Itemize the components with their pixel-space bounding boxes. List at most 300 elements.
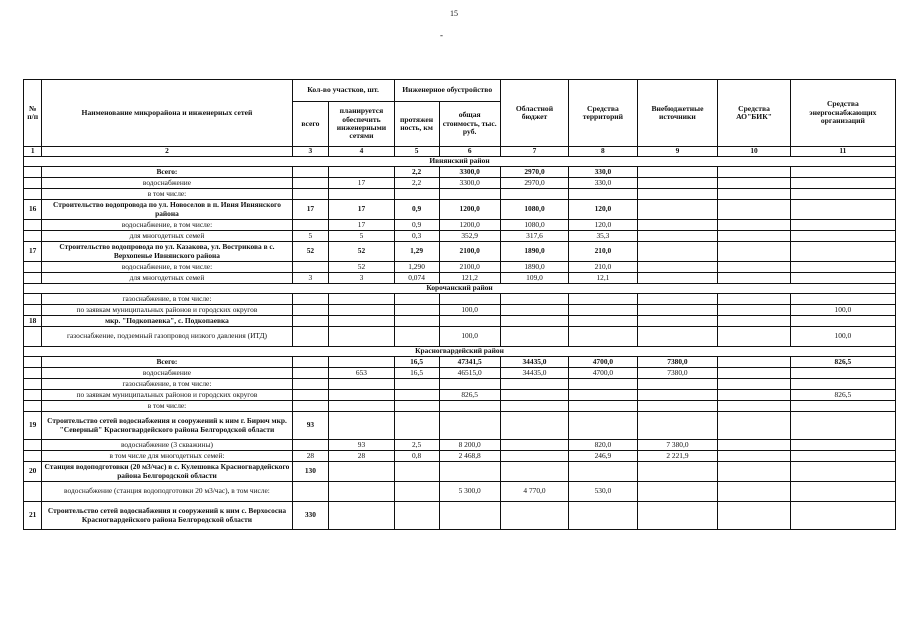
page-mark: - [440, 30, 443, 40]
table-row [24, 305, 896, 316]
row-name: газоснабжение, подземный газопровод низкого давления (ИТД) [42, 327, 292, 347]
table-cell: 130 [292, 462, 329, 482]
table-cell [500, 390, 568, 401]
row-name: Строительство сетей водоснабжения и сооружений к ним с. Верхососна Красногвардейского района Белгородской области [42, 502, 292, 530]
table-cell [329, 462, 394, 482]
row-number [24, 379, 42, 390]
table-cell [329, 502, 394, 530]
table-cell: 317,6 [500, 231, 568, 242]
row-name: водоснабжение (станция водоподготовки 20 м3/час), в том числе: [42, 482, 292, 502]
table-cell [637, 462, 718, 482]
row-number [24, 273, 42, 284]
table-cell: 0,9 [394, 200, 439, 220]
table-cell: 17 [292, 200, 329, 220]
table-row [24, 200, 896, 220]
table-cell: 826,5 [790, 357, 895, 368]
table-cell [718, 327, 790, 347]
table-cell [292, 305, 329, 316]
table-row [24, 462, 896, 482]
table-cell [790, 189, 895, 200]
table-cell [569, 189, 637, 200]
table-cell [718, 401, 790, 412]
table-cell [394, 482, 439, 502]
table-cell: 1080,0 [500, 200, 568, 220]
table-cell [329, 379, 394, 390]
table-cell [394, 305, 439, 316]
row-name: Строительство водопровода по ул. Новоселов в п. Ивня Ивнянского района [42, 200, 292, 220]
table-cell [329, 390, 394, 401]
table-cell [790, 231, 895, 242]
table-row [24, 357, 896, 368]
table-cell: 4700,0 [569, 368, 637, 379]
table-cell [439, 412, 500, 440]
table-cell [790, 273, 895, 284]
table-cell [790, 294, 895, 305]
table-cell [637, 242, 718, 262]
row-name: газоснабжение, в том числе: [42, 379, 292, 390]
table-cell [329, 327, 394, 347]
row-name: в том числе для многодетных семей: [42, 451, 292, 462]
table-cell [500, 294, 568, 305]
row-name: Строительство водопровода по ул. Казакова, ул. Вострикова в с. Верхопенье Ивнянского района [42, 242, 292, 262]
table-cell: 1200,0 [439, 200, 500, 220]
table-cell [292, 316, 329, 327]
table-cell [790, 502, 895, 530]
table-cell [329, 357, 394, 368]
table-cell: 16,5 [394, 357, 439, 368]
row-name: водоснабжение (3 скважины) [42, 440, 292, 451]
table-cell: 34435,0 [500, 357, 568, 368]
table-cell: 352,9 [439, 231, 500, 242]
table-cell [569, 379, 637, 390]
table-cell: 121,2 [439, 273, 500, 284]
table-cell [637, 482, 718, 502]
table-cell: 100,0 [439, 305, 500, 316]
table-cell [292, 390, 329, 401]
row-name: в том числе: [42, 189, 292, 200]
table-cell [292, 379, 329, 390]
table-cell [718, 502, 790, 530]
table-cell [790, 368, 895, 379]
row-name: в том числе: [42, 401, 292, 412]
table-row [24, 440, 896, 451]
row-name: водоснабжение, в том числе: [42, 262, 292, 273]
table-cell [292, 482, 329, 502]
table-cell [569, 412, 637, 440]
table-cell [569, 390, 637, 401]
table-cell [569, 294, 637, 305]
table-cell [500, 379, 568, 390]
row-number [24, 440, 42, 451]
header-name: Наименование микрорайона и инженерных сетей [42, 80, 292, 147]
table-cell [439, 462, 500, 482]
table-cell: 826,5 [439, 390, 500, 401]
investment-table [23, 79, 896, 530]
table-cell [569, 305, 637, 316]
table-cell [790, 482, 895, 502]
row-number [24, 262, 42, 273]
table-cell: 2100,0 [439, 262, 500, 273]
header-regional-budget: Областной бюджет [500, 80, 568, 147]
table-cell [394, 294, 439, 305]
region-name: Ивнянский район [24, 157, 896, 167]
header-eng-group: Инженерное обустройство [394, 80, 500, 102]
table-cell [790, 220, 895, 231]
table-cell [329, 482, 394, 502]
table-cell [790, 451, 895, 462]
table-cell [439, 379, 500, 390]
table-cell [790, 178, 895, 189]
table-cell [718, 390, 790, 401]
table-cell [394, 502, 439, 530]
row-number [24, 294, 42, 305]
table-cell [500, 502, 568, 530]
table-cell [637, 379, 718, 390]
table-cell [439, 294, 500, 305]
column-number: 1 [24, 147, 42, 157]
table-cell [329, 316, 394, 327]
table-cell [292, 178, 329, 189]
table-cell [394, 401, 439, 412]
table-cell [637, 231, 718, 242]
column-number: 5 [394, 147, 439, 157]
table-cell: 93 [292, 412, 329, 440]
table-cell [637, 178, 718, 189]
table-cell [394, 316, 439, 327]
row-name: газоснабжение, в том числе: [42, 294, 292, 305]
table-cell: 100,0 [790, 305, 895, 316]
table-cell [718, 368, 790, 379]
table-cell [439, 401, 500, 412]
table-cell: 4700,0 [569, 357, 637, 368]
row-number: 16 [24, 200, 42, 220]
header-territories: Средства территорий [569, 80, 637, 147]
table-cell: 246,9 [569, 451, 637, 462]
row-name: для многодетных семей [42, 231, 292, 242]
row-number: 19 [24, 412, 42, 440]
table-cell [292, 327, 329, 347]
header-cost: общая стоимость, тыс. руб. [439, 102, 500, 147]
row-name: по заявкам муниципальных районов и городских округов [42, 390, 292, 401]
table-cell [790, 412, 895, 440]
table-row [24, 273, 896, 284]
table-cell [718, 178, 790, 189]
table-cell [718, 462, 790, 482]
table-cell [790, 379, 895, 390]
table-cell: 1200,0 [439, 220, 500, 231]
table-cell [718, 294, 790, 305]
row-name: мкр. "Подкопаевка", с. Подкопаевка [42, 316, 292, 327]
column-number: 8 [569, 147, 637, 157]
table-cell: 12,1 [569, 273, 637, 284]
table-row [24, 379, 896, 390]
table-cell [569, 327, 637, 347]
table-cell [637, 189, 718, 200]
table-row [24, 220, 896, 231]
table-cell [718, 412, 790, 440]
table-row [24, 294, 896, 305]
table-cell [718, 379, 790, 390]
row-name: водоснабжение [42, 178, 292, 189]
table-cell [394, 412, 439, 440]
table-cell [500, 189, 568, 200]
table-cell [569, 401, 637, 412]
table-cell: 330,0 [569, 178, 637, 189]
table-cell: 0,074 [394, 273, 439, 284]
table-cell: 52 [329, 242, 394, 262]
table-cell [718, 242, 790, 262]
column-number: 3 [292, 147, 329, 157]
table-cell: 3300,0 [439, 178, 500, 189]
table-row [24, 231, 896, 242]
table-row [24, 502, 896, 530]
table-cell [718, 262, 790, 273]
row-number: 21 [24, 502, 42, 530]
table-cell [718, 316, 790, 327]
table-cell: 8 200,0 [439, 440, 500, 451]
table-cell [500, 316, 568, 327]
table-cell [500, 462, 568, 482]
table-cell: 7380,0 [637, 357, 718, 368]
table-cell [500, 327, 568, 347]
table-cell: 210,0 [569, 242, 637, 262]
table-cell: 1,290 [394, 262, 439, 273]
table-cell [500, 401, 568, 412]
row-number [24, 189, 42, 200]
table-cell: 330,0 [569, 167, 637, 178]
table-cell: 100,0 [439, 327, 500, 347]
table-cell [394, 379, 439, 390]
column-number: 6 [439, 147, 500, 157]
table-cell [394, 189, 439, 200]
table-cell [329, 167, 394, 178]
table-cell: 3300,0 [439, 167, 500, 178]
table-cell: 4 770,0 [500, 482, 568, 502]
table-cell [292, 440, 329, 451]
table-cell: 1,29 [394, 242, 439, 262]
table-cell [292, 189, 329, 200]
region-header-row [24, 284, 896, 294]
table-cell [569, 502, 637, 530]
table-cell: 5 [329, 231, 394, 242]
table-cell [790, 167, 895, 178]
table-cell [569, 316, 637, 327]
table-cell: 100,0 [790, 327, 895, 347]
table-row [24, 451, 896, 462]
table-cell: 46515,0 [439, 368, 500, 379]
table-cell [637, 167, 718, 178]
table-cell: 826,5 [790, 390, 895, 401]
table-cell [790, 440, 895, 451]
table-cell [637, 220, 718, 231]
table-cell [718, 273, 790, 284]
table-cell: 7 380,0 [637, 440, 718, 451]
row-name: Станция водоподготовки (20 м3/час) в с. Кулешовка Красногвардейского района Белгородской области [42, 462, 292, 482]
table-row [24, 482, 896, 502]
region-header-row [24, 347, 896, 357]
table-cell: 2,5 [394, 440, 439, 451]
table-cell: 120,0 [569, 200, 637, 220]
row-name: водоснабжение [42, 368, 292, 379]
table-cell: 35,3 [569, 231, 637, 242]
table-cell [500, 412, 568, 440]
table-row [24, 189, 896, 200]
row-name: Строительство сетей водоснабжения и сооружений к ним г. Бирюч мкр. "Северный" Красногвардейского района Белгородской области [42, 412, 292, 440]
table-cell: 7380,0 [637, 368, 718, 379]
table-cell [637, 316, 718, 327]
table-cell: 1890,0 [500, 262, 568, 273]
row-number [24, 357, 42, 368]
table-cell: 2 221,9 [637, 451, 718, 462]
table-cell [718, 220, 790, 231]
table-row [24, 390, 896, 401]
table-cell: 109,0 [500, 273, 568, 284]
column-number: 4 [329, 147, 394, 157]
header-bik: Средства АО"БИК" [718, 80, 790, 147]
table-cell: 0,8 [394, 451, 439, 462]
row-number [24, 305, 42, 316]
table-cell [329, 401, 394, 412]
row-number [24, 167, 42, 178]
column-number: 7 [500, 147, 568, 157]
table-cell [790, 200, 895, 220]
table-cell [637, 262, 718, 273]
table-cell [637, 200, 718, 220]
table-cell: 28 [292, 451, 329, 462]
table-row [24, 262, 896, 273]
table-cell: 52 [292, 242, 329, 262]
table-cell [292, 294, 329, 305]
table-cell: 17 [329, 178, 394, 189]
table-cell [718, 440, 790, 451]
column-number: 11 [790, 147, 895, 157]
table-cell: 210,0 [569, 262, 637, 273]
table-cell: 16,5 [394, 368, 439, 379]
table-cell: 93 [329, 440, 394, 451]
row-number [24, 401, 42, 412]
table-row [24, 412, 896, 440]
row-name: для многодетных семей [42, 273, 292, 284]
table-cell [292, 167, 329, 178]
page-number: 15 [450, 9, 458, 18]
table-cell [718, 167, 790, 178]
table-cell [329, 305, 394, 316]
table-cell: 2,2 [394, 167, 439, 178]
table-cell [569, 462, 637, 482]
row-number: 18 [24, 316, 42, 327]
table-row [24, 401, 896, 412]
header-plots-group: Кол-во участков, шт. [292, 80, 394, 102]
column-number: 2 [42, 147, 292, 157]
table-cell [718, 231, 790, 242]
table-cell: 0,3 [394, 231, 439, 242]
table-cell [790, 242, 895, 262]
header-offbudget: Внебюджетные источники [637, 80, 718, 147]
table-cell [637, 273, 718, 284]
table-cell: 653 [329, 368, 394, 379]
table-cell [394, 327, 439, 347]
header-num: № п/п [24, 80, 42, 147]
table-cell [439, 316, 500, 327]
table-cell: 3 [329, 273, 394, 284]
table-cell [637, 401, 718, 412]
column-number-row [24, 147, 896, 157]
table-cell: 1890,0 [500, 242, 568, 262]
row-number [24, 220, 42, 231]
table-cell: 1080,0 [500, 220, 568, 231]
table-cell [329, 294, 394, 305]
table-cell: 17 [329, 200, 394, 220]
table-cell [439, 502, 500, 530]
table-row [24, 368, 896, 379]
table-cell [790, 462, 895, 482]
table-cell [394, 390, 439, 401]
row-number [24, 390, 42, 401]
row-number [24, 327, 42, 347]
table-cell [439, 189, 500, 200]
row-number: 17 [24, 242, 42, 262]
table-cell: 2970,0 [500, 167, 568, 178]
table-cell: 17 [329, 220, 394, 231]
table-row [24, 242, 896, 262]
table-cell [394, 462, 439, 482]
table-cell: 2 468,8 [439, 451, 500, 462]
table-cell [500, 440, 568, 451]
table-cell [790, 401, 895, 412]
table-cell [637, 502, 718, 530]
table-cell: 5 [292, 231, 329, 242]
table-cell [292, 357, 329, 368]
table-cell [292, 220, 329, 231]
row-name: по заявкам муниципальных районов и городских округов [42, 305, 292, 316]
table-cell [329, 189, 394, 200]
column-number: 10 [718, 147, 790, 157]
table-cell [637, 305, 718, 316]
table-cell: 2100,0 [439, 242, 500, 262]
table-cell: 34435,0 [500, 368, 568, 379]
table-cell [718, 189, 790, 200]
table-cell: 120,0 [569, 220, 637, 231]
table-cell: 820,0 [569, 440, 637, 451]
table-cell: 2970,0 [500, 178, 568, 189]
header-length: протяжен ность, км [394, 102, 439, 147]
header-plots-total: всего [292, 102, 329, 147]
table-cell: 330 [292, 502, 329, 530]
row-number [24, 368, 42, 379]
table-cell: 2,2 [394, 178, 439, 189]
table-cell: 52 [329, 262, 394, 273]
row-name: Всего: [42, 357, 292, 368]
table-cell [500, 451, 568, 462]
table-cell [718, 357, 790, 368]
table-row [24, 178, 896, 189]
column-number: 9 [637, 147, 718, 157]
table-cell [790, 316, 895, 327]
table-cell [292, 401, 329, 412]
row-name: водоснабжение, в том числе: [42, 220, 292, 231]
table-cell [718, 305, 790, 316]
table-cell [718, 451, 790, 462]
region-name: Корочанский район [24, 284, 896, 294]
table-row [24, 316, 896, 327]
table-cell [292, 368, 329, 379]
table-row [24, 327, 896, 347]
table-cell [637, 412, 718, 440]
table-body [24, 157, 896, 530]
table-cell: 5 300,0 [439, 482, 500, 502]
table-cell: 0,9 [394, 220, 439, 231]
row-number [24, 178, 42, 189]
